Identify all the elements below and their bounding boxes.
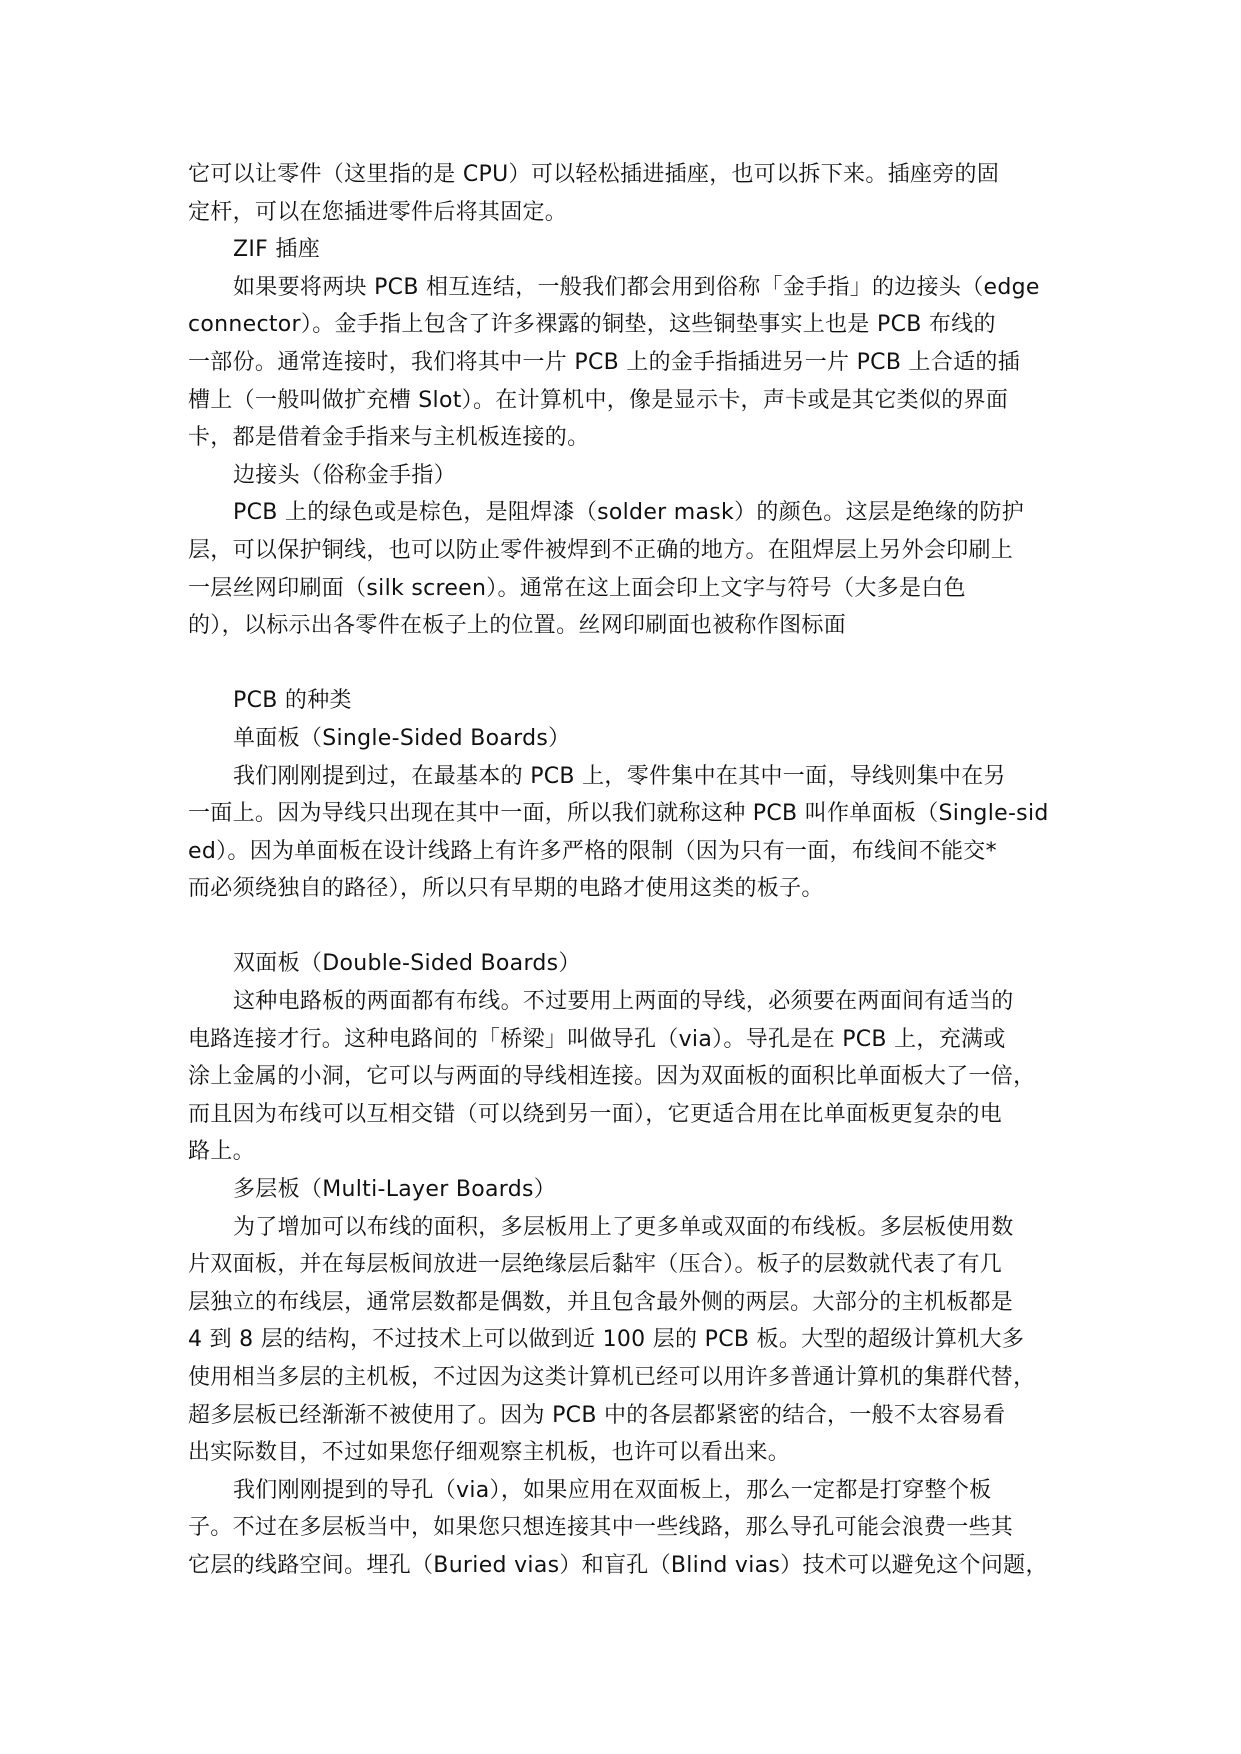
text-line: 这种电路板的两面都有布线。不过要用上两面的导线，必须要在两面间有适当的 xyxy=(233,989,1014,1015)
text-line: connector）。金手指上包含了许多裸露的铜垫，这些铜垫事实上也是 PCB 布线的 xyxy=(188,312,996,338)
blank-line xyxy=(188,645,1068,683)
text-line: 而必须绕独自的路径），所以只有早期的电路才使用这类的板子。 xyxy=(188,876,824,902)
text-line: 路上。 xyxy=(188,1139,255,1165)
document-body xyxy=(188,156,1068,1585)
section-heading-pcb-types: PCB 的种类 xyxy=(233,688,352,714)
text-line: 一层丝网印刷面（silk screen）。通常在这上面会印上文字与符号（大多是白色 xyxy=(188,575,966,601)
text-line: 卡，都是借着金手指来与主机板连接的。 xyxy=(188,425,590,451)
text-line: 片双面板，并在每层板间放进一层绝缘层后黏牢（压合）。板子的层数就代表了有几 xyxy=(188,1252,1003,1278)
text-line: 层，可以保护铜线，也可以防止零件被焊到不正确的地方。在阻焊层上另外会印刷上 xyxy=(188,537,1014,563)
text-line: 我们刚刚提到过，在最基本的 PCB 上，零件集中在其中一面，导线则集中在另 xyxy=(233,763,1006,789)
figure-caption-zif-socket: ZIF 插座 xyxy=(233,237,321,263)
text-line: 为了增加可以布线的面积，多层板用上了更多单或双面的布线板。多层板使用数 xyxy=(233,1214,1014,1240)
text-line: 子。不过在多层板当中，如果您只想连接其中一些线路，那么导孔可能会浪费一些其 xyxy=(188,1515,1014,1541)
subheading-multi-layer: 多层板（Multi-Layer Boards） xyxy=(233,1177,557,1203)
text-line: 出实际数目，不过如果您仔细观察主机板，也许可以看出来。 xyxy=(188,1440,791,1466)
text-line: PCB 上的绿色或是棕色，是阻焊漆（solder mask）的颜色。这层是绝缘的防护 xyxy=(233,500,1025,526)
text-line: 层独立的布线层，通常层数都是偶数，并且包含最外侧的两层。大部分的主机板都是 xyxy=(188,1289,1014,1315)
subheading-single-sided: 单面板（Single-Sided Boards） xyxy=(233,725,571,751)
figure-caption-edge-connector: 边接头（俗称金手指） xyxy=(233,462,457,488)
text-line: 而且因为布线可以互相交错（可以绕到另一面），它更适合用在比单面板更复杂的电 xyxy=(188,1101,1003,1127)
text-line: 定杆，可以在您插进零件后将其固定。 xyxy=(188,199,568,225)
text-line: 超多层板已经渐渐不被使用了。因为 PCB 中的各层都紧密的结合，一般不太容易看 xyxy=(188,1402,1006,1428)
text-line: 它层的线路空间。埋孔（Buried vias）和盲孔（Blind vias）技术可以避免这个问题， xyxy=(188,1552,1048,1578)
text-line: 一面上。因为导线只出现在其中一面，所以我们就称这种 PCB 叫作单面板（Single-sid xyxy=(188,801,1049,827)
text-line: 4 到 8 层的结构，不过技术上可以做到近 100 层的 PCB 板。大型的超级计算机大多 xyxy=(188,1327,1025,1353)
subheading-double-sided: 双面板（Double-Sided Boards） xyxy=(233,951,581,977)
blank-line xyxy=(188,908,1068,946)
text-line: 电路连接才行。这种电路间的「桥梁」叫做导孔（via）。导孔是在 PCB 上，充满或 xyxy=(188,1026,1006,1052)
text-line: 我们刚刚提到的导孔（via），如果应用在双面板上，那么一定都是打穿整个板 xyxy=(233,1477,992,1503)
text-line: 一部份。通常连接时，我们将其中一片 PCB 上的金手指插进另一片 PCB 上合适的插 xyxy=(188,349,1021,375)
text-line: 使用相当多层的主机板，不过因为这类计算机已经可以用许多普通计算机的集群代替， xyxy=(188,1365,1036,1390)
text-line: 的），以标示出各零件在板子上的位置。丝网印刷面也被称作图标面 xyxy=(188,613,847,639)
text-line: 它可以让零件（这里指的是 CPU）可以轻松插进插座，也可以拆下来。插座旁的固 xyxy=(188,162,1000,187)
text-line: 涂上金属的小洞，它可以与两面的导线相连接。因为双面板的面积比单面板大了一倍， xyxy=(188,1064,1036,1090)
text-line: 槽上（一般叫做扩充槽 Slot）。在计算机中，像是显示卡，声卡或是其它类似的界面 xyxy=(188,387,1009,413)
text-line: ed）。因为单面板在设计线路上有许多严格的限制（因为只有一面，布线间不能交* xyxy=(188,838,997,864)
text-line: 如果要将两块 PCB 相互连结，一般我们都会用到俗称「金手指」的边接头（edge xyxy=(233,274,1040,300)
